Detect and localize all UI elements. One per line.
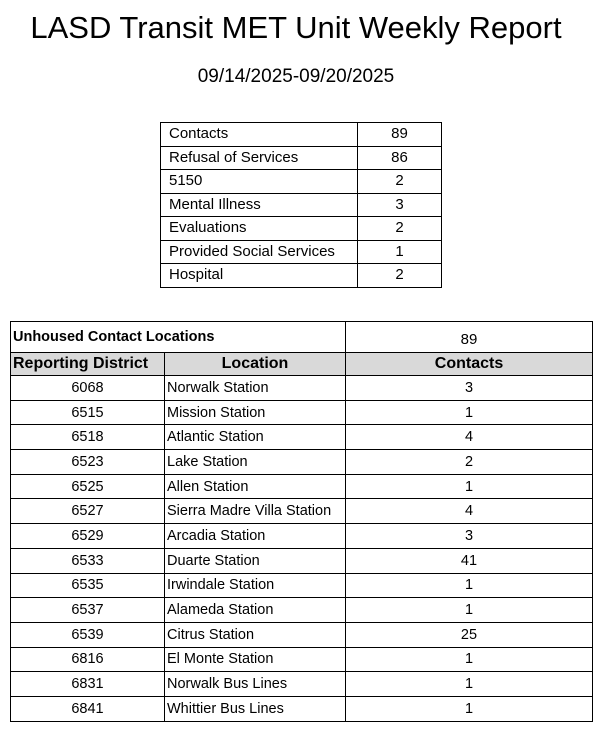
contacts-cell: 4 (346, 499, 593, 524)
table-row (11, 696, 593, 721)
summary-table-body (161, 123, 442, 288)
location-cell: Whittier Bus Lines (165, 696, 346, 721)
table-row (11, 672, 593, 697)
location-cell: Atlantic Station (165, 425, 346, 450)
summary-value: 2 (358, 170, 442, 194)
district-cell: 6816 (11, 647, 165, 672)
contacts-cell: 3 (346, 524, 593, 549)
summary-label: Evaluations (161, 217, 358, 241)
contacts-cell: 1 (346, 474, 593, 499)
contacts-cell: 1 (346, 672, 593, 697)
table-row (11, 598, 593, 623)
contacts-cell: 1 (346, 598, 593, 623)
summary-label: Contacts (161, 123, 358, 147)
summary-label: Refusal of Services (161, 146, 358, 170)
table-row (11, 524, 593, 549)
summary-table (160, 122, 442, 288)
contact-locations-table (10, 321, 593, 722)
location-cell: El Monte Station (165, 647, 346, 672)
summary-row (161, 240, 442, 264)
location-cell: Mission Station (165, 400, 346, 425)
contacts-cell: 1 (346, 573, 593, 598)
column-header-location: Location (165, 353, 346, 376)
summary-label: Mental Illness (161, 193, 358, 217)
contacts-cell: 1 (346, 400, 593, 425)
summary-label: Hospital (161, 264, 358, 288)
location-cell: Norwalk Bus Lines (165, 672, 346, 697)
locations-heading: Unhoused Contact Locations (11, 322, 346, 353)
table-row (11, 474, 593, 499)
summary-value: 2 (358, 217, 442, 241)
district-cell: 6529 (11, 524, 165, 549)
summary-row (161, 123, 442, 147)
table-row (11, 548, 593, 573)
summary-label: Provided Social Services (161, 240, 358, 264)
contacts-cell: 1 (346, 696, 593, 721)
summary-row (161, 193, 442, 217)
report-date-range: 09/14/2025-09/20/2025 (197, 66, 395, 87)
contacts-cell: 4 (346, 425, 593, 450)
summary-value: 89 (358, 123, 442, 147)
locations-total: 89 (346, 322, 593, 353)
table-row (11, 573, 593, 598)
district-cell: 6525 (11, 474, 165, 499)
district-cell: 6535 (11, 573, 165, 598)
district-cell: 6831 (11, 672, 165, 697)
district-cell: 6515 (11, 400, 165, 425)
district-cell: 6841 (11, 696, 165, 721)
district-cell: 6518 (11, 425, 165, 450)
location-cell: Alameda Station (165, 598, 346, 623)
summary-row (161, 264, 442, 288)
district-cell: 6527 (11, 499, 165, 524)
district-cell: 6523 (11, 450, 165, 475)
district-cell: 6068 (11, 376, 165, 401)
table-row (11, 400, 593, 425)
location-cell: Norwalk Station (165, 376, 346, 401)
table-row (11, 622, 593, 647)
summary-row (161, 170, 442, 194)
locations-heading-row (11, 322, 593, 353)
summary-value: 1 (358, 240, 442, 264)
table-row (11, 450, 593, 475)
location-cell: Arcadia Station (165, 524, 346, 549)
contacts-cell: 1 (346, 647, 593, 672)
location-cell: Irwindale Station (165, 573, 346, 598)
district-cell: 6539 (11, 622, 165, 647)
table-row (11, 647, 593, 672)
contacts-cell: 25 (346, 622, 593, 647)
column-header-district: Reporting District (11, 353, 165, 376)
location-cell: Allen Station (165, 474, 346, 499)
table-row (11, 425, 593, 450)
summary-label: 5150 (161, 170, 358, 194)
locations-column-header-row (11, 353, 593, 376)
location-cell: Lake Station (165, 450, 346, 475)
location-cell: Sierra Madre Villa Station (165, 499, 346, 524)
location-cell: Duarte Station (165, 548, 346, 573)
summary-value: 2 (358, 264, 442, 288)
summary-value: 86 (358, 146, 442, 170)
table-row (11, 376, 593, 401)
location-cell: Citrus Station (165, 622, 346, 647)
contacts-cell: 41 (346, 548, 593, 573)
column-header-contacts: Contacts (346, 353, 593, 376)
summary-value: 3 (358, 193, 442, 217)
contacts-cell: 3 (346, 376, 593, 401)
district-cell: 6537 (11, 598, 165, 623)
contacts-cell: 2 (346, 450, 593, 475)
report-title: LASD Transit MET Unit Weekly Report (30, 10, 562, 45)
table-row (11, 499, 593, 524)
summary-row (161, 217, 442, 241)
contact-locations-table-body (11, 322, 593, 722)
district-cell: 6533 (11, 548, 165, 573)
summary-row (161, 146, 442, 170)
